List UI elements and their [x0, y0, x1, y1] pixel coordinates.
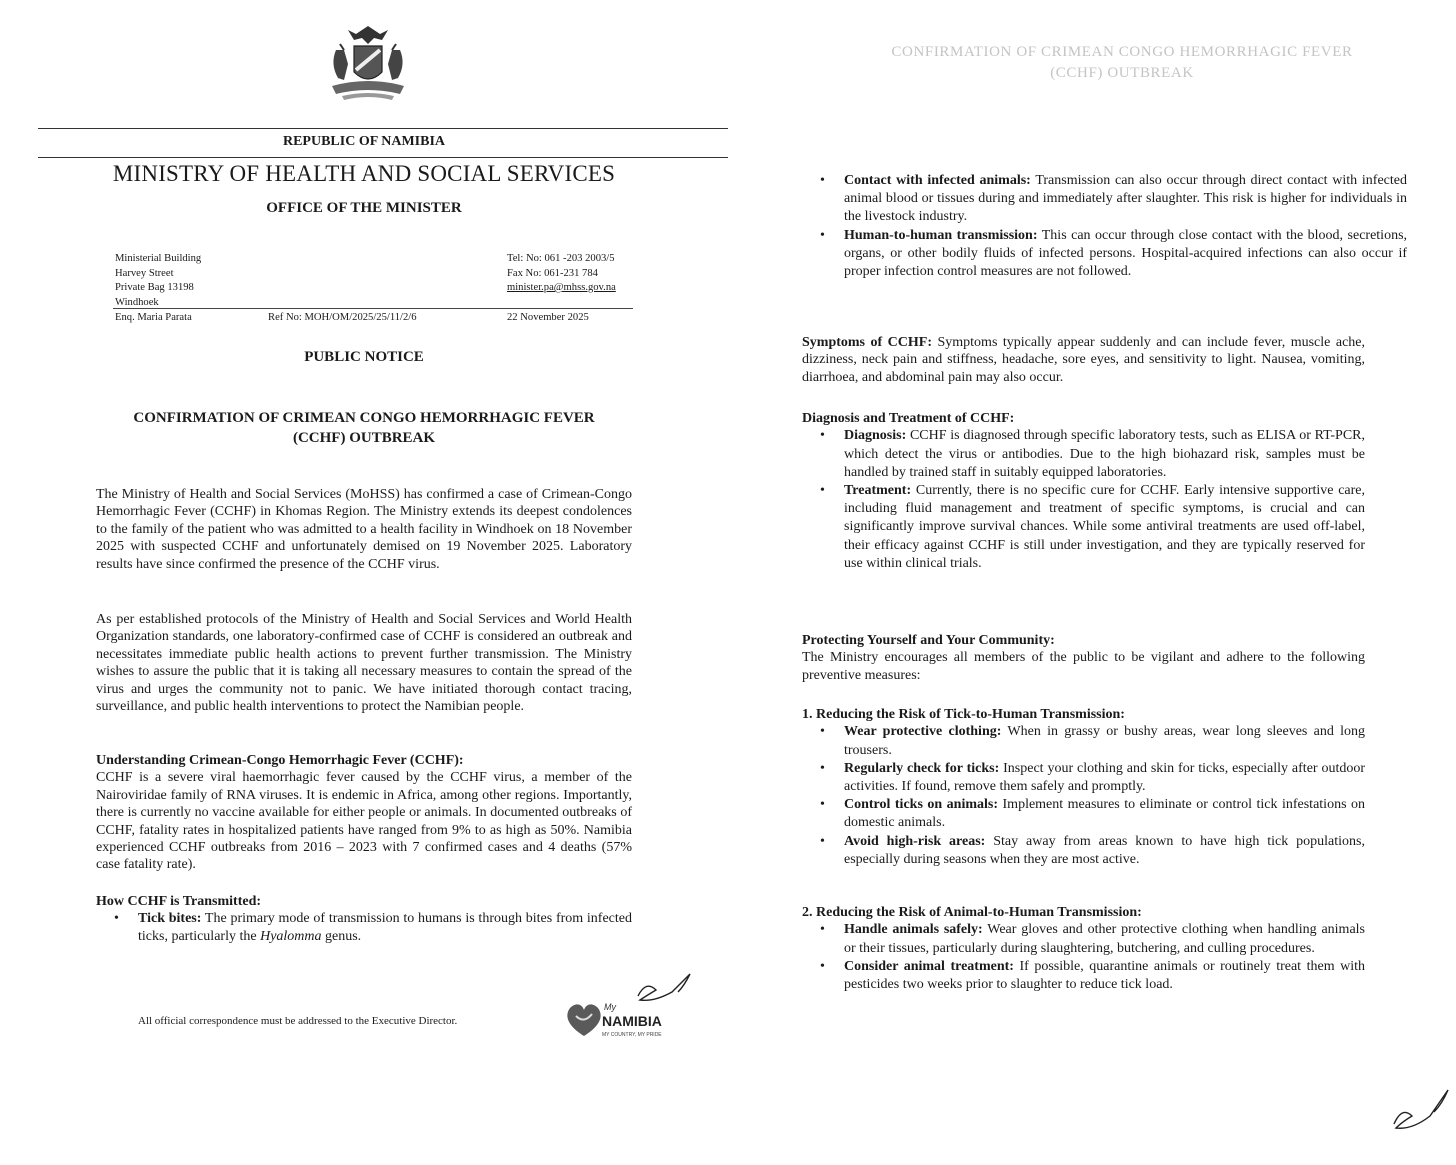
- list-item: [138, 910, 632, 945]
- postal-address: [115, 252, 201, 310]
- section-heading: Diagnosis and Treatment of CCHF:: [802, 411, 1015, 426]
- logo-name: NAMIBIA: [602, 1013, 662, 1029]
- office-heading: OFFICE OF THE MINISTER: [266, 200, 462, 216]
- section-text: Symptoms typically appear suddenly and can include fever, muscle ache, dizziness, neck pain and stiffness, headache, sore eyes, and sensitivity to light. Nausea, vomiting, diarrhoea, and abdominal pain may also occur.: [802, 335, 1365, 385]
- signature-initials-icon: [1388, 1076, 1454, 1132]
- symptoms-section: [802, 334, 1365, 386]
- bullet-label: Tick bites:: [138, 911, 202, 927]
- notice-page-2: [728, 0, 1456, 1165]
- notice-title-line: (CCHF) OUTBREAK: [292, 430, 436, 446]
- bullet-label: Regularly check for ticks:: [844, 760, 1000, 776]
- email-link[interactable]: minister.pa@mhss.gov.na: [507, 282, 616, 293]
- bullet-text: Transmission can also occur through direct contact with infected animal blood or tissues during and immediately after slaughter. This risk is higher for individuals in the livestock industry.: [844, 173, 1407, 225]
- coat-of-arms-icon: [318, 20, 418, 108]
- notice-date: 22 November 2025: [507, 312, 589, 323]
- contact-details: [507, 252, 616, 296]
- public-notice-label: PUBLIC NOTICE: [304, 349, 424, 365]
- protocol-paragraph: As per established protocols of the Ministry of Health and Social Services and World Health Organization standards, one laboratory-confirmed case of CCHF is considered an outbreak and necessitates immediate public health actions to prevent further transmission. The Ministry wishes to assure the public that it is taking all necessary measures to contain the spread of the virus and urges the community not to panic. We have initiated thorough contact tracing, surveillance, and public health interventions to protect the Namibian people.: [96, 612, 632, 715]
- bullet-label: Avoid high-risk areas:: [844, 833, 986, 849]
- list-item: [844, 172, 1407, 227]
- bullet-text: genus.: [325, 928, 362, 944]
- bullet-label: Control ticks on animals:: [844, 797, 999, 813]
- enquiries: Enq. Maria Parata: [115, 312, 192, 323]
- understanding-section: [96, 752, 632, 874]
- bullet-text: Inspect your clothing and skin for ticks, especially after outdoor activities. If found, remove them safely and promptly.: [844, 760, 1366, 795]
- transmission-section: [96, 893, 632, 945]
- ministry-heading: MINISTRY OF HEALTH AND SOCIAL SERVICES: [112, 161, 616, 186]
- bullet-label: Contact with infected animals:: [844, 173, 1031, 188]
- page-watermark-header: [788, 42, 1456, 84]
- diagnosis-section: [802, 410, 1365, 573]
- tick-measures-list: [802, 723, 1365, 869]
- list-item: [844, 760, 1365, 796]
- reference-rule: [113, 308, 633, 309]
- header-rule-top: [38, 128, 728, 129]
- bullet-label: Diagnosis:: [844, 428, 907, 444]
- address-line: Harvey Street: [115, 267, 174, 279]
- section-heading: 1. Reducing the Risk of Tick-to-Human Transmission:: [802, 707, 1125, 722]
- protect-section: [802, 632, 1365, 684]
- section-heading: 2. Reducing the Risk of Animal-to-Human Transmission:: [802, 905, 1142, 920]
- list-item: [844, 921, 1365, 957]
- bullet-text: The primary mode of transmission to humans is through bites from infected ticks, particularly the: [138, 911, 633, 944]
- address-line: Ministerial Building: [115, 253, 202, 264]
- header-rule-bottom: [38, 157, 728, 158]
- bullet-text: When in grassy or bushy areas, wear long sleeves and long trousers.: [844, 724, 1365, 758]
- logo-tagline: MY COUNTRY, MY PRIDE: [602, 1032, 662, 1038]
- republic-heading: REPUBLIC OF NAMIBIA: [282, 134, 446, 149]
- bullet-label: Human-to-human transmission:: [844, 227, 1038, 243]
- list-item: [844, 958, 1365, 994]
- intro-paragraph: The Ministry of Health and Social Services (MoHSS) has confirmed a case of Crimean-Congo Hemorrhagic Fever (CCHF) in Khomas Region. The Ministry extends its deepest condolences to the family of the patient who was admitted to a health facility in Windhoek on 18 November 2025 with suspected CCHF and unfortunately demised on 19 November 2025. Laboratory results have since confirmed the presence of the CCHF virus.: [96, 487, 632, 572]
- list-item: [844, 796, 1365, 832]
- bullet-text: This can occur through close contact with the blood, secretions, organs, or other bodily fluids of infected persons. Hospital-acquired infections can also occur if proper infection control measures are not followed.: [844, 227, 1408, 280]
- list-item: [844, 427, 1365, 482]
- transmission-list-continued: [802, 172, 1407, 281]
- list-item: [844, 833, 1365, 869]
- section-heading: How CCHF is Transmitted:: [96, 894, 262, 909]
- tick-risk-section: [802, 706, 1365, 869]
- list-item: [844, 482, 1365, 573]
- my-namibia-logo: [562, 996, 682, 1044]
- address-line: Private Bag 13198: [115, 282, 194, 293]
- notice-title: [38, 408, 690, 448]
- watermark-line: CONFIRMATION OF CRIMEAN CONGO HEMORRHAGIC FEVER: [891, 44, 1353, 60]
- section-label: Symptoms of CCHF:: [802, 335, 932, 350]
- animal-risk-section: [802, 904, 1365, 994]
- section-heading: Protecting Yourself and Your Community:: [802, 633, 1055, 648]
- footer-note: All official correspondence must be addressed to the Executive Director.: [138, 1015, 458, 1027]
- bullet-text: CCHF is diagnosed through specific laboratory tests, such as ELISA or RT-PCR, which detect the virus or antibodies. Due to the high biohazard risk, samples must be handled by trained staff in suitably equipped laboratories.: [844, 428, 1365, 480]
- diagnosis-list: [802, 427, 1365, 573]
- section-text: CCHF is a severe viral haemorrhagic fever caused by the CCHF virus, a member of the Nairoviridae family of RNA viruses. It is endemic in Africa, among other regions. Importantly, there is currently no vaccine available for either people or animals. In documented outbreaks of CCHF, fatality rates in hospitalized patients have ranged from 9% to as high as 50%. Namibia experienced CCHF outbreaks from 2016 – 2023 with 7 confirmed cases and 4 deaths (57% case fatality rate).: [96, 770, 632, 873]
- transmission-list: [96, 910, 632, 945]
- section-text: The Ministry encourages all members of the public to be vigilant and adhere to the following preventive measures:: [802, 650, 1365, 683]
- notice-title-line: CONFIRMATION OF CRIMEAN CONGO HEMORRHAGIC FEVER: [133, 410, 595, 426]
- logo-my: My: [604, 1002, 616, 1012]
- bullet-label: Treatment:: [844, 483, 912, 499]
- bullet-text: Implement measures to eliminate or control tick infestations on domestic animals.: [844, 797, 1366, 831]
- address-line: Windhoek: [115, 296, 159, 308]
- bullet-text: Wear gloves and other protective clothing when handling animals or their tissues, particularly during slaughtering, butchering, and culling procedures.: [844, 922, 1365, 956]
- animal-measures-list: [802, 921, 1365, 994]
- fax: Fax No: 061-231 784: [507, 267, 598, 279]
- bullet-text: Stay away from areas known to have high tick populations, especially during seasons when they are most active.: [844, 833, 1366, 867]
- bullet-text: Currently, there is no specific cure for CCHF. Early intensive supportive care, including fluid management and treatment of specific symptoms, is crucial and can significantly improve survival chances. While some antiviral treatments are used off-label, their efficacy against CCHF is still under investigation, and they are typically reserved for use within clinical trials.: [844, 483, 1366, 571]
- list-item: [844, 227, 1407, 282]
- bullet-label: Wear protective clothing:: [844, 724, 1002, 740]
- genus-name: Hyalomma: [260, 928, 322, 944]
- watermark-line: (CCHF) OUTBREAK: [1050, 65, 1194, 81]
- reference-number: Ref No: MOH/OM/2025/25/11/2/6: [268, 312, 417, 323]
- bullet-label: Handle animals safely:: [844, 922, 983, 938]
- section-heading: Understanding Crimean-Congo Hemorrhagic Fever (CCHF):: [96, 753, 464, 768]
- bullet-text: If possible, quarantine animals or routinely treat them with pesticides two weeks prior to slaughter to reduce tick load.: [844, 958, 1365, 993]
- telephone: Tel: No: 061 -203 2003/5: [507, 253, 615, 264]
- list-item: [844, 723, 1365, 759]
- bullet-label: Consider animal treatment:: [844, 958, 1014, 974]
